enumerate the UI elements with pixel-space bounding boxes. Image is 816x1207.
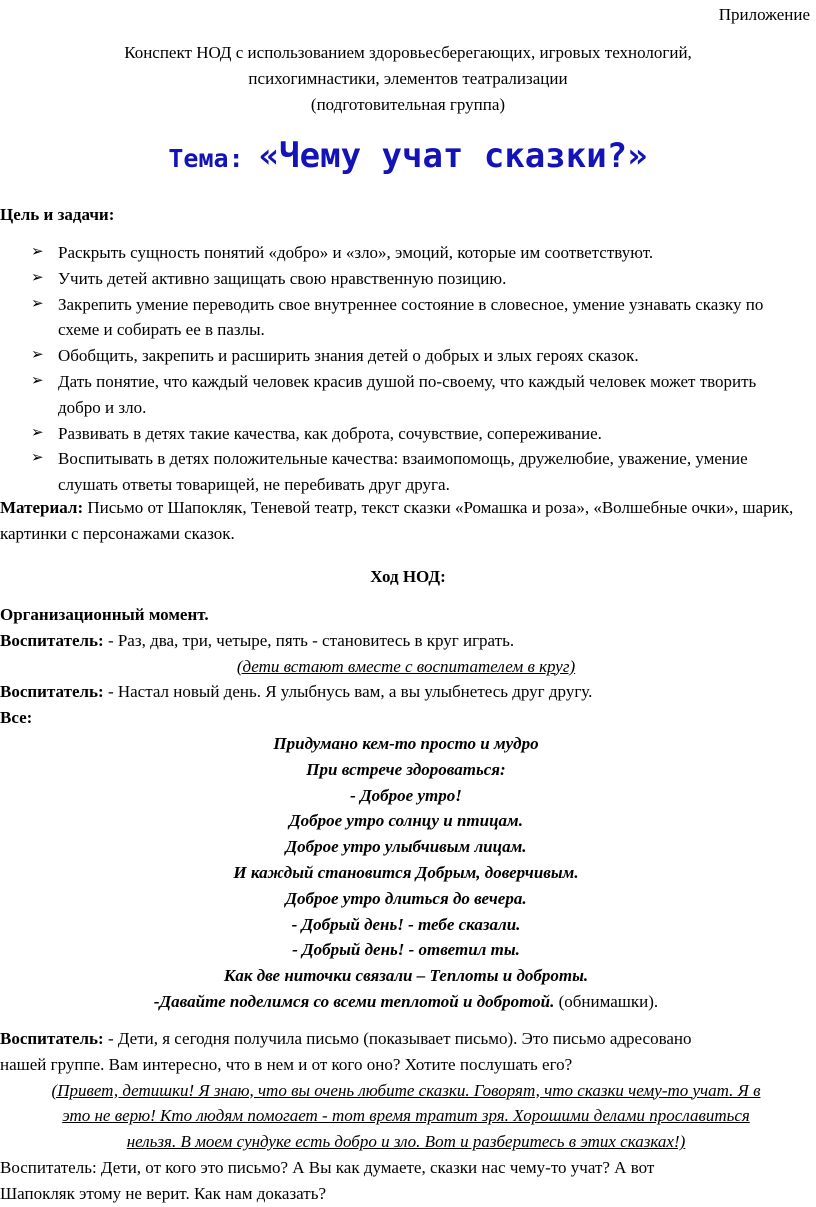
goal-item — [0, 421, 812, 447]
topic-prefix: Тема: — [168, 144, 259, 173]
org-line-2 — [0, 679, 812, 705]
arrow-bullet-icon: ➢ — [31, 372, 44, 389]
topic-title — [0, 134, 816, 181]
org-line-2-text: - Настал новый день. Я улыбнусь вам, а вы улыбнетесь друг другу. — [103, 682, 593, 702]
poem-line: Доброе утро улыбчивым лицам. — [285, 837, 527, 857]
poem-line: Доброе утро длиться до вечера. — [285, 888, 527, 908]
goal-text: Развивать в детях такие качества, как доброта, сочувствие, сопереживание. — [58, 423, 602, 443]
poem-line: И каждый становится Добрым, доверчивым. — [233, 862, 579, 882]
appendix-label: Приложение — [718, 5, 810, 24]
hod-heading: Ход НОД: — [370, 567, 446, 586]
arrow-bullet-icon: ➢ — [31, 269, 44, 286]
letter-line-2: это не верю! Кто людям помогает - тот время тратит зря. Хорошими делами прославиться — [62, 1106, 750, 1126]
org-line-1-text: - Раз, два, три, четыре, пять - становитесь в круг играть. — [103, 630, 515, 650]
material-label: Материал: — [0, 498, 84, 517]
part2-line-4: Шапокляк этому не верит. Как нам доказать? — [0, 1183, 327, 1203]
goal-item — [0, 266, 812, 292]
speaker-label: Воспитатель: — [0, 1029, 104, 1048]
goal-item — [0, 343, 812, 369]
speaker-label: Воспитатель: — [0, 630, 104, 650]
part2-line-1-text: - Дети, я сегодня получила письмо (показывает письмо). Это письмо адресовано — [103, 1029, 692, 1048]
goal-item — [0, 240, 812, 266]
goal-text: Закрепить умение переводить свое внутреннее состояние в словесное, умение узнавать сказку по схеме и собирать ее в пазлы. — [58, 294, 764, 340]
part2-line-2: нашей группе. Вам интересно, что в нем и от кого оно? Хотите послушать его? — [0, 1054, 573, 1074]
letter-section — [0, 1026, 812, 1207]
material-text: Письмо от Шапокляк, Теневой театр, текст сказки «Ромашка и роза», «Волшебные очки», шарик, картинки с персонажами сказок. — [0, 498, 794, 543]
goal-text: Учить детей активно защищать свою нравственную позицию. — [58, 268, 507, 288]
header-line-2: психогимнастики, элементов театрализации — [248, 69, 568, 88]
goal-text: Раскрыть сущность понятий «добро» и «зло», эмоций, которые им соответствуют. — [58, 243, 654, 262]
org-line-1 — [0, 628, 812, 654]
poem-line: - Добрый день! - ответил ты. — [292, 940, 520, 960]
org-section — [0, 602, 812, 1015]
document-header — [0, 40, 816, 118]
header-line-1: Конспект НОД с использованием здоровьесберегающих, игровых технологий, — [124, 43, 692, 62]
goal-text: Дать понятие, что каждый человек красив душой по-своему, что каждый человек может творить добро и зло. — [58, 371, 757, 417]
stage-direction: (дети встают вместе с воспитателем в круг) — [236, 656, 576, 676]
arrow-bullet-icon: ➢ — [31, 244, 44, 260]
part2-line-3: Воспитатель: Дети, от кого это письмо? А Вы как думаете, сказки нас чему-то учат? А вот — [0, 1157, 655, 1177]
material-paragraph — [0, 495, 806, 547]
poem — [0, 731, 812, 989]
goal-text: Обобщить, закрепить и расширить знания детей о добрых и злых героях сказок. — [58, 346, 639, 366]
goals-heading: Цель и задачи: — [0, 205, 115, 224]
poem-line: Как две ниточки связали – Теплоты и доброты. — [223, 966, 589, 986]
goal-text: Воспитывать в детях положительные качества: взаимопомощь, дружелюбие, уважение, умение слушать ответы товарищей, не перебивать друг друга. — [58, 449, 748, 495]
poem-line: - Доброе утро! — [350, 785, 462, 805]
header-line-3: (подготовительная группа) — [310, 95, 506, 114]
topic-name: «Чему учат сказки?» — [258, 136, 648, 176]
all-label: Все: — [0, 708, 33, 728]
arrow-bullet-icon: ➢ — [31, 347, 44, 364]
arrow-bullet-icon: ➢ — [31, 295, 44, 312]
speaker-label: Воспитатель: — [0, 682, 104, 702]
poem-last-plain: (обнимашки). — [554, 991, 659, 1011]
goal-item — [0, 446, 812, 498]
org-heading: Организационный момент. — [0, 605, 209, 624]
letter-line-1: (Привет, детишки! Я знаю, что вы очень любите сказки. Говорят, что сказки чему-то учат. Я в — [51, 1080, 761, 1100]
part2-line-1 — [0, 1026, 812, 1052]
letter-line-3: нельзя. В моем сундуке есть добро и зло. Вот и разберитесь в этих сказках!) — [126, 1132, 686, 1152]
poem-line: Придумано кем-то просто и мудро — [273, 733, 539, 753]
arrow-bullet-icon: ➢ — [31, 424, 44, 441]
goals-list — [0, 240, 812, 498]
poem-line: При встрече здороваться: — [306, 759, 506, 779]
poem-line: - Добрый день! - тебе сказали. — [291, 914, 521, 934]
goal-item — [0, 292, 812, 344]
poem-last-line — [0, 989, 812, 1015]
poem-last-bold: -Давайте поделимся со всеми теплотой и добротой. — [153, 991, 555, 1011]
arrow-bullet-icon: ➢ — [31, 450, 44, 467]
poem-line: Доброе утро солнцу и птицам. — [289, 811, 523, 831]
goal-item — [0, 369, 812, 421]
